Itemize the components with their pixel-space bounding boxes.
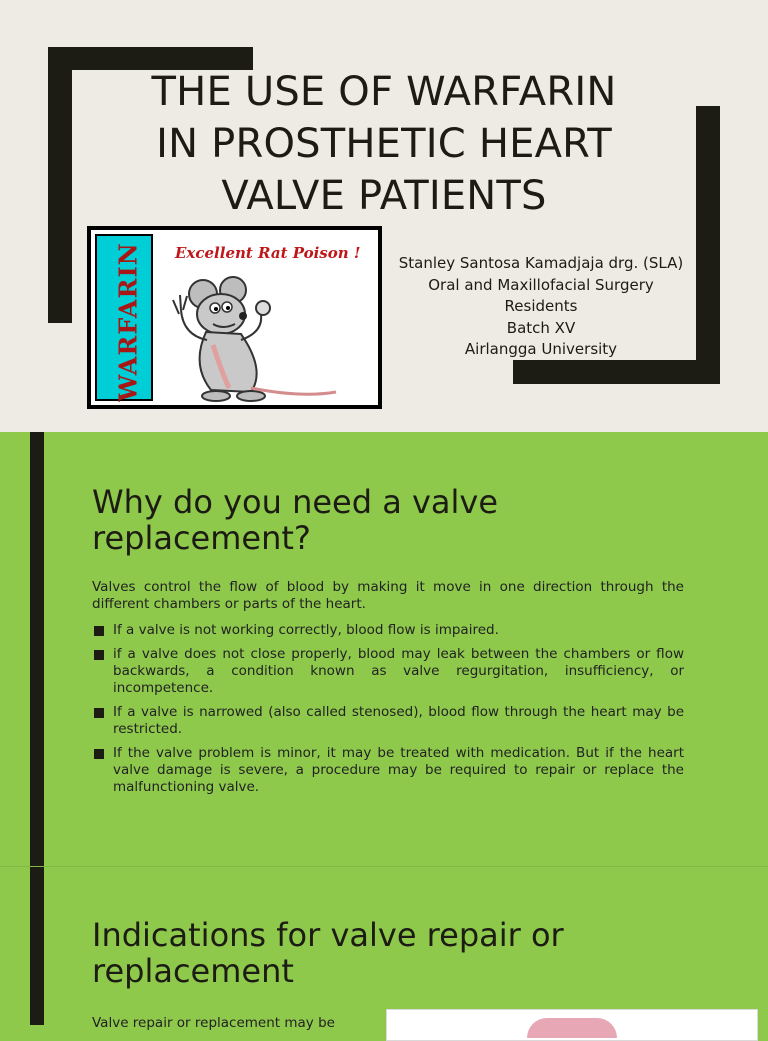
indications-slide	[0, 866, 768, 1031]
title-line: IN PROSTHETIC HEART	[156, 121, 612, 167]
intro-paragraph: Valves control the flow of blood by making it move in one direction through the different chambers or parts of the heart.	[92, 579, 684, 612]
image-panel	[91, 230, 378, 405]
warfarin-rat-poison-image	[87, 226, 382, 409]
cartoon-rat-image	[151, 270, 376, 405]
slide-heading	[92, 484, 498, 556]
warfarin-vertical-label: WARFARIN	[113, 242, 143, 402]
slide-heading	[92, 917, 564, 989]
author-info	[386, 253, 696, 361]
bottom-right-bracket-vertical	[696, 106, 720, 384]
list-item	[92, 704, 684, 738]
author-line: Batch XV	[506, 318, 576, 337]
square-bullet-icon	[94, 749, 104, 759]
square-bullet-icon	[94, 626, 104, 636]
image-content	[527, 1018, 617, 1038]
heading-line: Why do you need a valve	[92, 483, 499, 521]
slide-sidebar-bar	[30, 867, 44, 1025]
valve-replacement-slide	[0, 432, 768, 866]
title-slide	[0, 0, 768, 432]
slide-sidebar-bar	[30, 432, 44, 866]
author-line: Stanley Santosa Kamadjaja drg. (SLA)	[398, 254, 684, 272]
slide-image	[386, 1009, 758, 1041]
slide-title	[110, 66, 658, 222]
heading-line: replacement?	[92, 519, 311, 557]
bullet-list	[92, 622, 684, 803]
list-item	[92, 745, 684, 796]
heading-line: replacement	[92, 952, 294, 990]
square-bullet-icon	[94, 708, 104, 718]
bullet-text: If the valve problem is minor, it may be treated with medication. But if the heart valve damage is severe, a procedure may be required to repair or replace the malfunctioning valve.	[113, 745, 684, 795]
list-item	[92, 646, 684, 697]
slide-body-text: Valve repair or replacement may be	[92, 1015, 335, 1031]
rat-poison-caption: Excellent Rat Poison !	[175, 244, 361, 262]
author-line: Oral and Maxillofacial Surgery	[428, 275, 654, 294]
title-line: THE USE OF WARFARIN	[151, 69, 617, 115]
list-item	[92, 622, 684, 639]
title-line: VALVE PATIENTS	[221, 173, 547, 219]
warfarin-label-box	[95, 234, 153, 401]
author-line: Airlangga University	[464, 340, 618, 358]
bullet-text: If a valve is not working correctly, blood flow is impaired.	[113, 622, 499, 638]
square-bullet-icon	[94, 650, 104, 660]
top-left-bracket-vertical	[48, 47, 72, 323]
author-line: Residents	[504, 297, 578, 315]
heading-line: Indications for valve repair or	[92, 916, 564, 954]
bottom-right-bracket-horizontal	[513, 360, 720, 384]
bullet-text: If a valve is narrowed (also called stenosed), blood flow through the heart may be restricted.	[113, 704, 684, 737]
bullet-text: if a valve does not close properly, blood may leak between the chambers or flow backwards, a condition known as valve regurgitation, insufficiency, or incompetence.	[113, 646, 684, 696]
